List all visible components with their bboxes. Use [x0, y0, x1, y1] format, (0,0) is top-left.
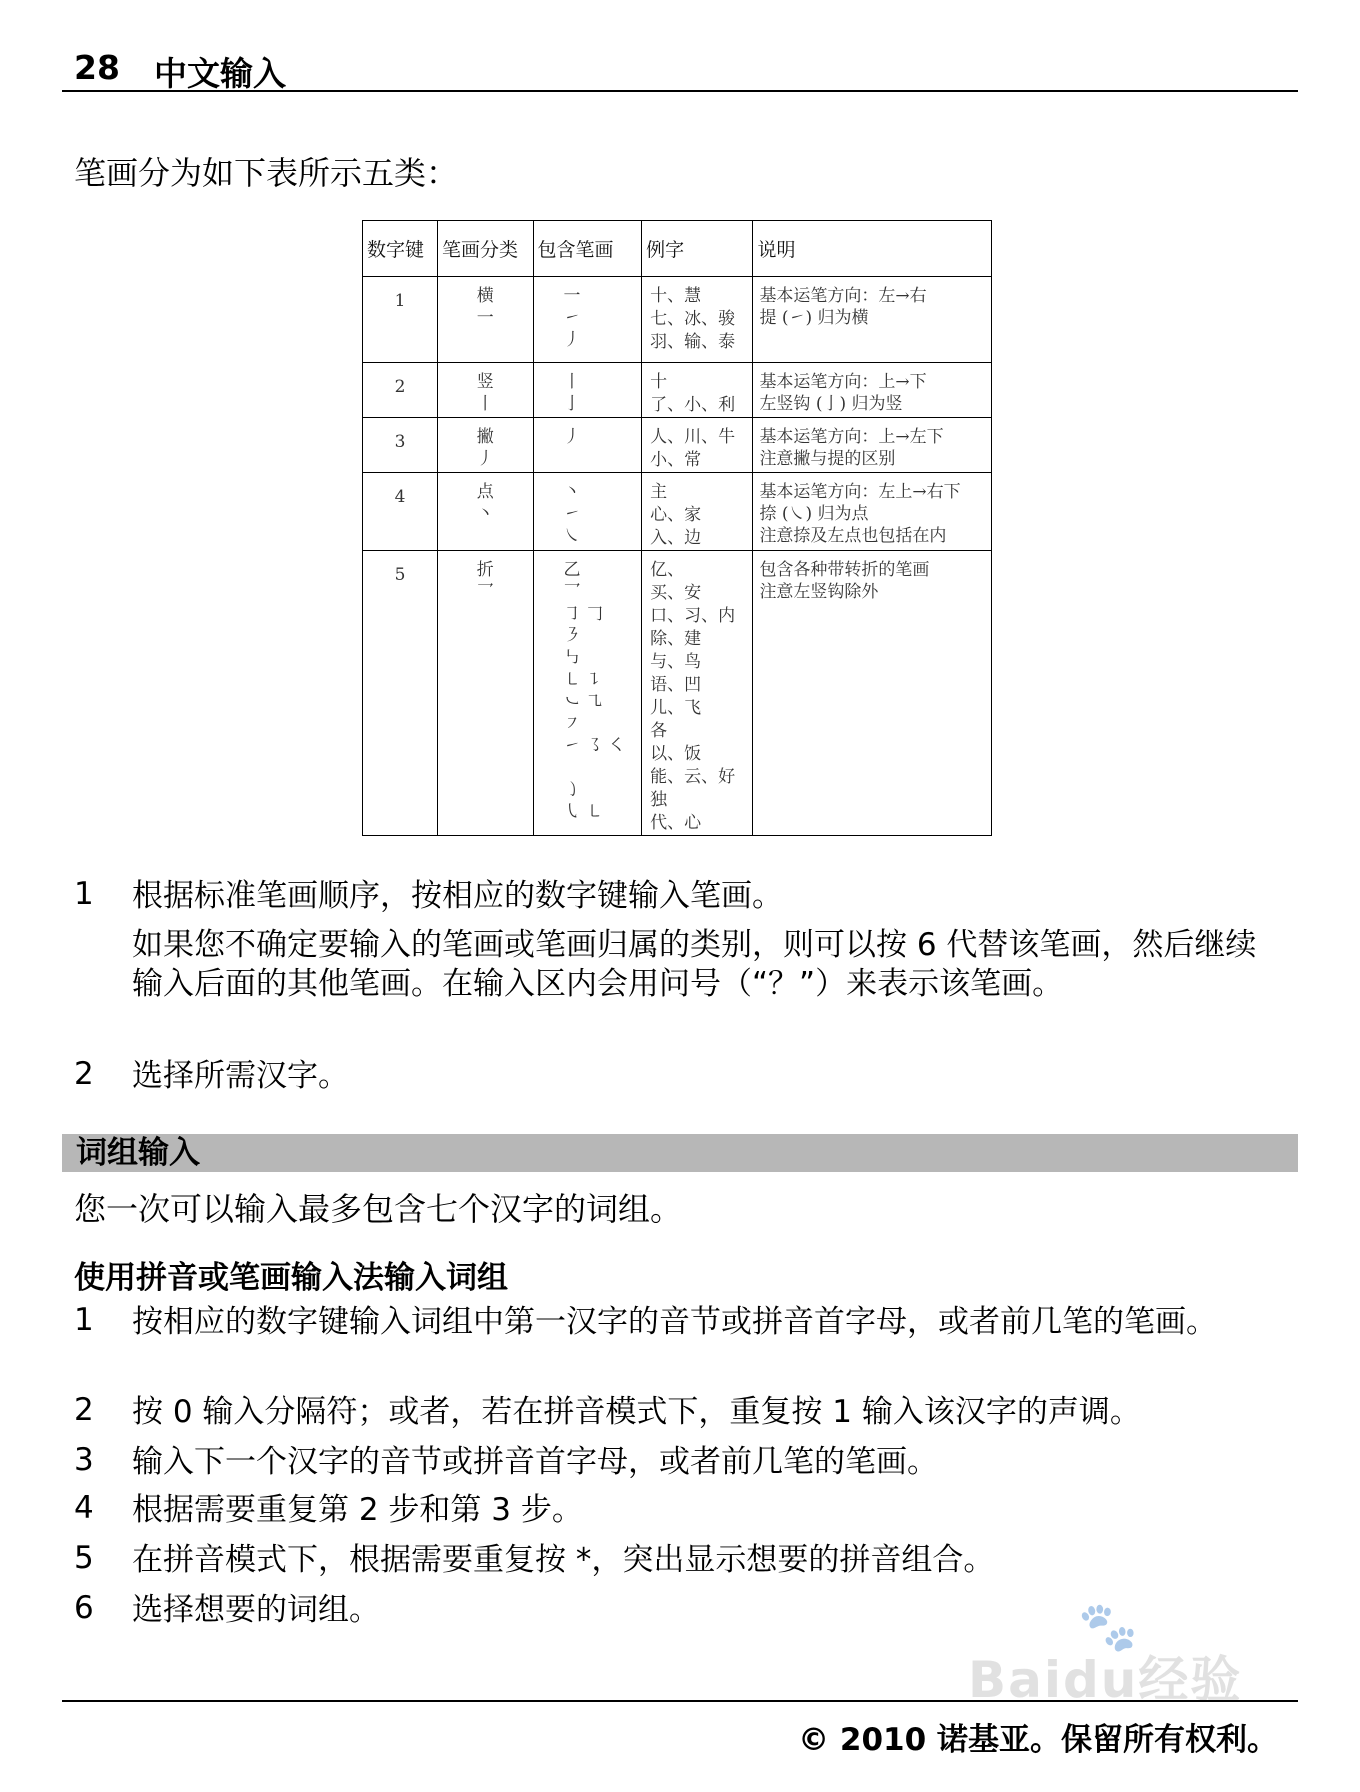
cell-line: 语、凹 — [650, 675, 702, 695]
cell-line: 以、饭 — [650, 744, 702, 764]
chapter-title: 中文输入 — [154, 54, 286, 93]
category-cell — [437, 418, 533, 473]
table-row — [363, 418, 992, 473]
cell-line: 注意左竖钩除外 — [759, 582, 879, 602]
cell-line: 丶 — [563, 482, 581, 502]
cell-line: 基本运笔方向：左上→右下 — [759, 482, 961, 502]
step-text: 选择想要的词组。 — [132, 1592, 380, 1628]
table-row — [363, 277, 992, 363]
step-text: 选择所需汉字。 — [132, 1058, 349, 1094]
watermark — [968, 1599, 1288, 1709]
cell-line: 一 — [476, 308, 494, 328]
cell-line: 乙 — [563, 560, 581, 580]
cell-line: 丿 — [563, 330, 581, 350]
cell-line: 注意捺及左点也包括在内 — [759, 526, 947, 546]
cell-line: 十、慧 — [650, 286, 702, 306]
cell-line: 撇 — [476, 427, 494, 447]
subheading: 使用拼音或笔画输入法输入词组 — [74, 1260, 508, 1296]
cell-line: ㇆ 𠃌 — [563, 604, 603, 624]
cell-line: 基本运笔方向：左→右 — [759, 286, 927, 306]
page-number: 28 — [74, 48, 120, 87]
page-header — [62, 44, 1298, 92]
cell-line: ㇋ — [563, 626, 581, 646]
cell-line: ㇃ ㇈ — [563, 692, 603, 712]
cell-line: 十 — [650, 372, 668, 392]
table-header-cell: 例字 — [642, 221, 753, 277]
key-cell: 1 — [363, 277, 438, 363]
key-cell: 3 — [363, 418, 438, 473]
examples-cell — [642, 551, 753, 836]
cell-line: 点 — [476, 482, 494, 502]
cell-line: 亅 — [563, 394, 581, 414]
step-text: 在拼音模式下，根据需要重复按 *，突出显示想要的拼音组合。 — [132, 1542, 995, 1578]
cell-line: 与、鸟 — [650, 652, 702, 672]
examples-cell — [642, 363, 753, 418]
category-cell — [437, 551, 533, 836]
notes-cell — [753, 277, 992, 363]
cell-line: 七、冰、骏 — [650, 309, 736, 329]
notes-cell — [753, 551, 992, 836]
strokes-cell — [533, 363, 642, 418]
cell-line: 包含各种带转折的笔画 — [759, 560, 930, 580]
cell-line: 一 — [563, 286, 581, 306]
intro-text: 笔画分为如下表所示五类： — [74, 154, 459, 192]
table-header-cell: 数字键 — [363, 221, 438, 277]
cell-line: ㇀ — [563, 504, 581, 524]
cell-line: 折 — [476, 560, 494, 580]
cell-line: 羽、输、泰 — [650, 332, 736, 352]
notes-cell — [753, 473, 992, 551]
cell-line: 乛 — [563, 582, 581, 602]
examples-cell — [642, 418, 753, 473]
step-text: 按相应的数字键输入词组中第一汉字的音节或拼音首字母，或者前几笔的笔画。 — [132, 1304, 1217, 1340]
table-header-cell: 说明 — [753, 221, 992, 277]
cell-line: 丨 — [563, 372, 581, 392]
key-cell: 4 — [363, 473, 438, 551]
copyright-text: © 2010 诺基亚。保留所有权利。 — [798, 1722, 1278, 1758]
cell-line: 口、习、内 — [650, 606, 736, 626]
cell-line: 买、安 — [650, 583, 702, 603]
notes-cell — [753, 363, 992, 418]
cell-line: ㇂ ㇄ — [563, 802, 603, 822]
cell-line: 丨 — [476, 394, 494, 414]
cell-line: ㇇ — [563, 714, 581, 734]
cell-line: 竖 — [476, 372, 494, 392]
cell-line: 提 (㇀) 归为横 — [759, 308, 869, 328]
cell-line: 代、心 — [650, 813, 702, 833]
category-cell — [437, 363, 533, 418]
cell-line: 人、川、牛 — [650, 427, 736, 447]
cell-line: ㇁ — [563, 780, 581, 800]
step-text: 根据标准笔画顺序，按相应的数字键输入笔画。 — [132, 878, 783, 914]
cell-line: ㇏ — [563, 526, 581, 546]
step-note: 如果您不确定要输入的笔画或笔画归属的类别，则可以按 6 代替该笔画，然后继续输入后面的其他笔画。在输入区内会用问号（“？”）来表示该笔画。 — [132, 927, 1257, 1002]
table-header-row — [363, 221, 992, 277]
page-footer — [62, 1700, 1298, 1758]
step-text: 按 0 输入分隔符；或者，若在拼音模式下，重复按 1 输入该汉字的声调。 — [132, 1394, 1141, 1430]
key-cell: 2 — [363, 363, 438, 418]
table-row — [363, 473, 992, 551]
table-row — [363, 551, 992, 836]
cell-line: 了、小、利 — [650, 395, 736, 415]
paw-icon: 🐾 — [1078, 1599, 1138, 1655]
category-cell — [437, 473, 533, 551]
cell-line: 丿 — [476, 449, 494, 469]
strokes-cell — [533, 551, 642, 836]
step-text: 根据需要重复第 2 步和第 3 步。 — [132, 1492, 583, 1528]
notes-cell — [753, 418, 992, 473]
cell-line: 小、常 — [650, 450, 702, 470]
strokes-cell — [533, 418, 642, 473]
step-number: 2 — [74, 1056, 94, 1092]
step-number: 3 — [74, 1442, 94, 1478]
cell-line: 捺 (㇏) 归为点 — [759, 504, 869, 524]
section-title: 词组输入 — [76, 1135, 200, 1171]
cell-line: 儿、飞 — [650, 698, 702, 718]
table-header-cell: 包含笔画 — [533, 221, 642, 277]
examples-cell — [642, 277, 753, 363]
step-text: 输入下一个汉字的音节或拼音首字母，或者前几笔的笔画。 — [132, 1444, 938, 1480]
cell-line: ㇀ — [563, 308, 581, 328]
step-number: 2 — [74, 1392, 94, 1428]
cell-line: 丶 — [476, 504, 494, 524]
cell-line: 基本运笔方向：上→左下 — [759, 427, 944, 447]
cell-line: 亿、 — [650, 560, 685, 580]
table-body — [363, 277, 992, 836]
cell-line: 各 — [650, 721, 668, 741]
table-header-cell: 笔画分类 — [437, 221, 533, 277]
cell-line: ㇀ ㇌ ㇛ — [563, 736, 626, 756]
cell-line: ㇄ ㇊ — [563, 670, 603, 690]
category-cell — [437, 277, 533, 363]
step-number: 6 — [74, 1590, 94, 1626]
section-text: 您一次可以输入最多包含七个汉字的词组。 — [74, 1190, 683, 1228]
section-heading-bar — [62, 1134, 1298, 1172]
step-number: 1 — [74, 876, 94, 912]
strokes-cell — [533, 277, 642, 363]
cell-line: 主 — [650, 482, 668, 502]
cell-line: 横 — [476, 286, 494, 306]
step-number: 5 — [74, 1540, 94, 1576]
step-number: 1 — [74, 1302, 94, 1338]
cell-line: 左竖钩 (亅) 归为竖 — [759, 394, 903, 414]
examples-cell — [642, 473, 753, 551]
cell-line: ㇉ — [563, 648, 581, 668]
cell-line: 注意撇与提的区别 — [759, 449, 896, 469]
cell-line: 乛 — [476, 582, 494, 602]
table-row — [363, 363, 992, 418]
cell-line: 除、建 — [650, 629, 702, 649]
watermark-text: Baidu经验 — [968, 1651, 1243, 1709]
cell-line: 基本运笔方向：上→下 — [759, 372, 927, 392]
cell-line — [564, 757, 642, 779]
cell-line: 丿 — [563, 427, 581, 447]
strokes-cell — [533, 473, 642, 551]
key-cell: 5 — [363, 551, 438, 836]
cell-line: 独 — [650, 790, 668, 810]
stroke-table — [362, 220, 992, 836]
step-number: 4 — [74, 1490, 94, 1526]
cell-line: 心、家 — [650, 505, 702, 525]
cell-line: 入、边 — [650, 528, 702, 548]
cell-line: 能、云、好 — [650, 767, 736, 787]
